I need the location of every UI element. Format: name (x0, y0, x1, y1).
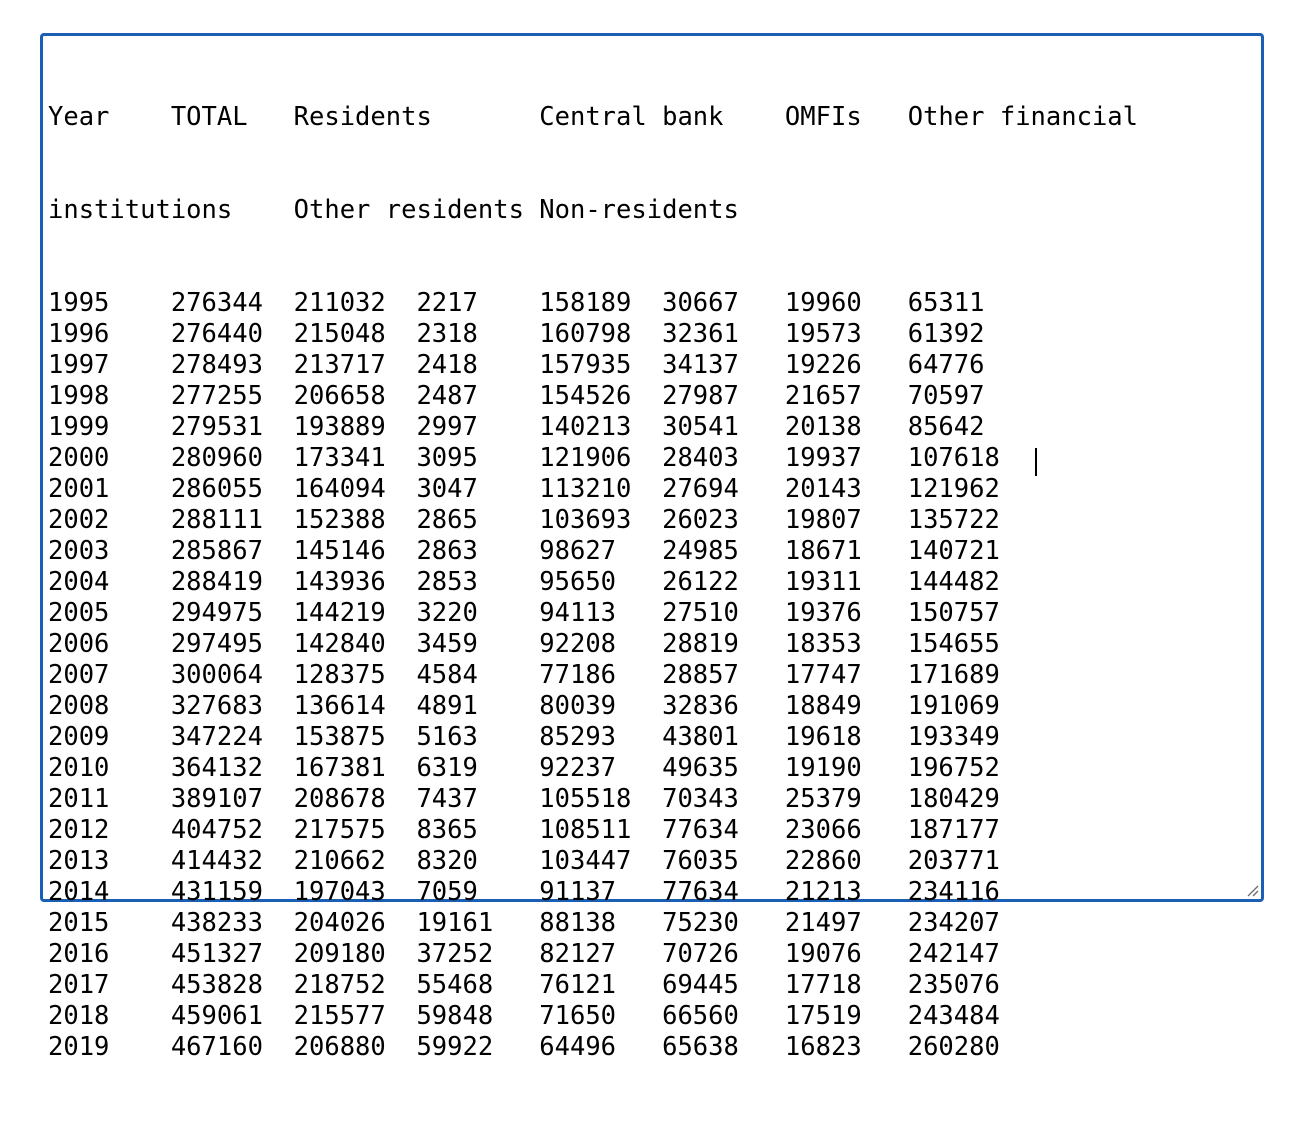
table-row: 2002 288111 152388 2865 103693 26023 19807 135722 (48, 505, 1000, 535)
table-row: 2006 297495 142840 3459 92208 28819 18353 154655 (48, 629, 1000, 659)
table-row: 2012 404752 217575 8365 108511 77634 23066 187177 (48, 815, 1000, 845)
text-caret (1035, 448, 1037, 476)
resize-grip-icon[interactable] (1245, 883, 1259, 897)
table-row: 2001 286055 164094 3047 113210 27694 20143 121962 (48, 474, 1000, 504)
table-row: 2003 285867 145146 2863 98627 24985 18671 140721 (48, 536, 1000, 566)
table-row: 2010 364132 167381 6319 92237 49635 19190 196752 (48, 753, 1000, 783)
header-line-2: institutions Other residents Non-residents (48, 195, 739, 225)
textarea-content[interactable] (48, 40, 1257, 1062)
table-row: 1999 279531 193889 2997 140213 30541 20138 85642 (48, 412, 985, 442)
data-rows (48, 288, 1257, 1063)
data-textarea[interactable] (40, 33, 1264, 1062)
header-line-1: Year TOTAL Residents Central bank OMFIs Other financial (48, 102, 1139, 132)
table-row: 1995 276344 211032 2217 158189 30667 19960 65311 (48, 288, 985, 318)
table-row: 2007 300064 128375 4584 77186 28857 17747 171689 (48, 660, 1000, 690)
table-row: 2005 294975 144219 3220 94113 27510 19376 150757 (48, 598, 1000, 628)
table-row: 2018 459061 215577 59848 71650 66560 17519 243484 (48, 1001, 1000, 1031)
table-row: 2016 451327 209180 37252 82127 70726 19076 242147 (48, 939, 1000, 969)
table-row: 2017 453828 218752 55468 76121 69445 17718 235076 (48, 970, 1000, 1000)
table-row: 2011 389107 208678 7437 105518 70343 25379 180429 (48, 784, 1000, 814)
table-row: 1997 278493 213717 2418 157935 34137 19226 64776 (48, 350, 985, 380)
table-row: 2009 347224 153875 5163 85293 43801 19618 193349 (48, 722, 1000, 752)
table-row: 2014 431159 197043 7059 91137 77634 21213 234116 (48, 877, 1000, 907)
table-row: 2000 280960 173341 3095 121906 28403 19937 107618 (48, 443, 1000, 473)
table-row: 2015 438233 204026 19161 88138 75230 21497 234207 (48, 908, 1000, 938)
table-row: 2004 288419 143936 2853 95650 26122 19311 144482 (48, 567, 1000, 597)
table-row: 2013 414432 210662 8320 103447 76035 22860 203771 (48, 846, 1000, 876)
table-row: 1998 277255 206658 2487 154526 27987 21657 70597 (48, 381, 985, 411)
table-row: 2019 467160 206880 59922 64496 65638 16823 260280 (48, 1032, 1000, 1062)
table-row: 1996 276440 215048 2318 160798 32361 19573 61392 (48, 319, 985, 349)
table-row: 2008 327683 136614 4891 80039 32836 18849 191069 (48, 691, 1000, 721)
